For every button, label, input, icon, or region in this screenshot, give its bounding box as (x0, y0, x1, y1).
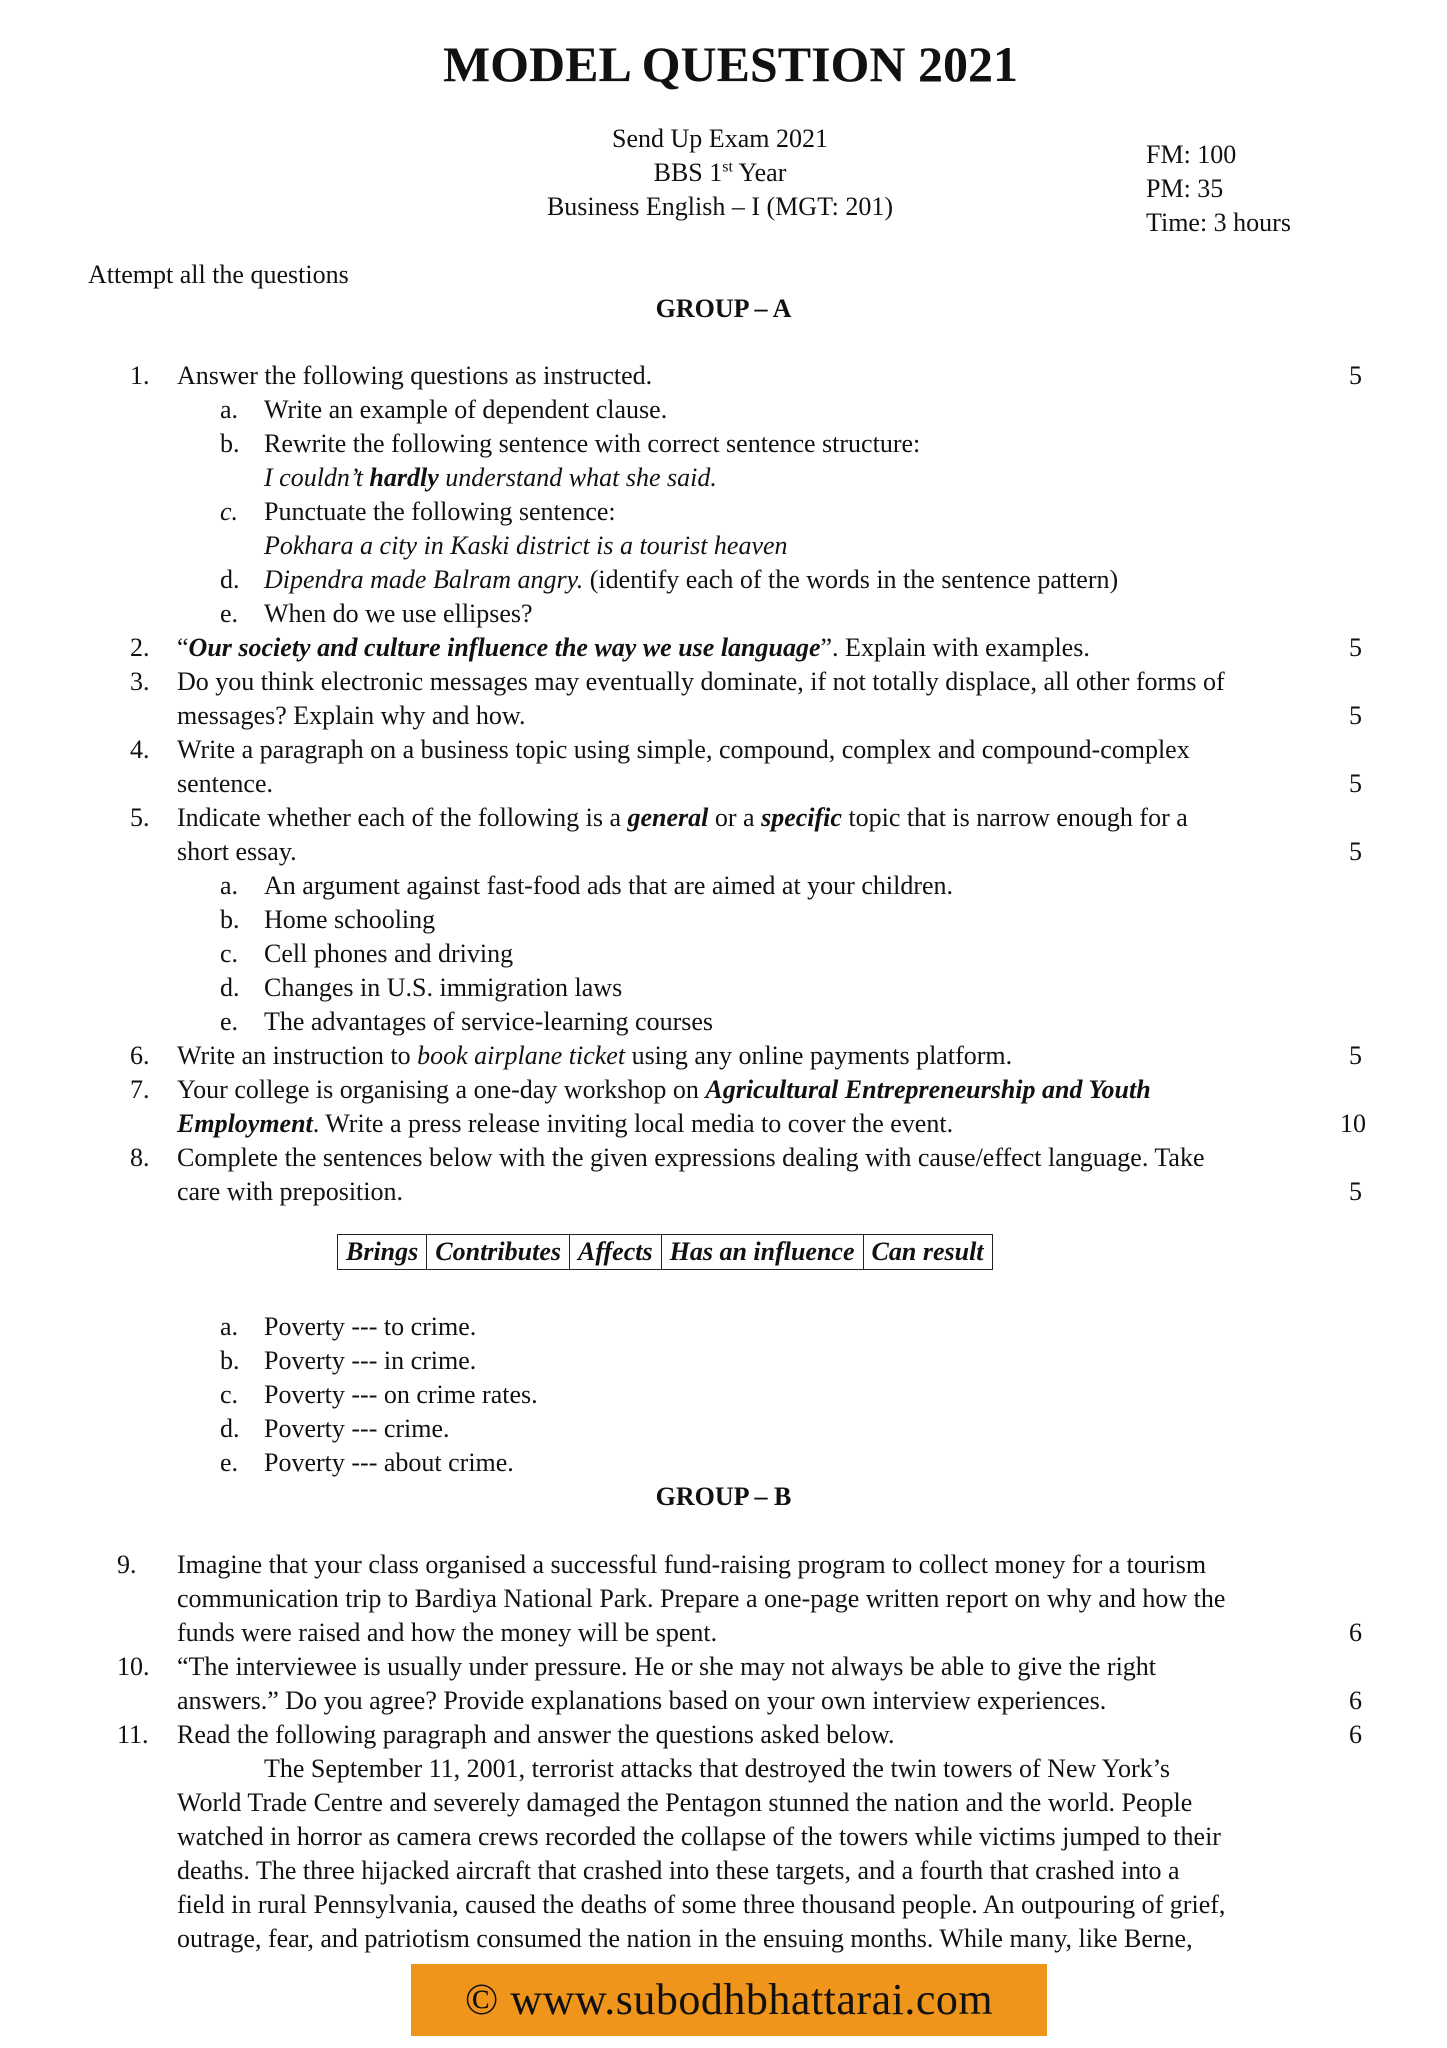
question-mark: 10 (1340, 1109, 1366, 1138)
question-mark: 5 (1349, 769, 1362, 798)
q1-item-b: b. Rewrite the following sentence with correct sentence structure: I couldn’t hardly understand what she said. (220, 429, 921, 492)
exam-subject: Business English – I (MGT: 201) (546, 192, 894, 221)
question-4: 4. Write a paragraph on a business topic using simple, compound, complex and compound-complex sentence. 5 (130, 733, 1362, 801)
expression-cell: Affects (569, 1235, 661, 1270)
marks-info (1146, 138, 1291, 240)
question-mark: 5 (1349, 837, 1362, 866)
question-mark: 5 (1349, 1041, 1362, 1070)
q1-item-d: d. Dipendra made Balram angry. (identify each of the words in the sentence pattern) (220, 565, 1119, 594)
question-mark: 5 (1349, 361, 1362, 390)
question-mark: 6 (1349, 1720, 1362, 1749)
exam-time: Time: 3 hours (1146, 208, 1291, 237)
expression-cell: Contributes (427, 1235, 570, 1270)
reading-paragraph: The September 11, 2001, terrorist attacks that destroyed the twin towers of New York’s World Trade Centre and severely damaged the Pentagon stunned the nation and the world. People watched in horror as camera crews recorded the collapse of the towers while victims jumped to their deaths. The three hijacked aircraft that crashed into these targets, and a fourth that crashed into a field in rural Pennsylvania, caused the deaths of some three thousand people. An outpouring of grief, outrage, fear, and patriotism consumed the nation in the ensuing months. While many, like Berne, (177, 1754, 1226, 1953)
group-b-heading: GROUP – B (655, 1482, 792, 1511)
question-11: 11. Read the following paragraph and answer the questions asked below. 6 (130, 1718, 1362, 1752)
q8-item-e: e. Poverty --- about crime. (220, 1448, 514, 1477)
question-mark: 6 (1349, 1686, 1362, 1715)
page-title: MODEL QUESTION 2021 (442, 36, 1019, 92)
q1-item-a: a. Write an example of dependent clause. (220, 395, 668, 424)
group-a-heading: GROUP – A (655, 294, 792, 323)
expression-cell: Has an influence (661, 1235, 863, 1270)
q5-item-b: b. Home schooling (220, 905, 436, 934)
expressions-table (337, 1234, 993, 1270)
full-marks: FM: 100 (1146, 140, 1237, 169)
q8-item-b: b. Poverty --- in crime. (220, 1346, 477, 1375)
question-1: 1. Answer the following questions as instructed. 5 (130, 359, 1362, 393)
instruction: Attempt all the questions (88, 260, 349, 289)
question-3: 3. Do you think electronic messages may eventually dominate, if not totally displace, all other forms of messages? Explain why and how. 5 (130, 665, 1362, 733)
q1-item-c: c. Punctuate the following sentence: Pokhara a city in Kaski district is a tourist heaven (220, 497, 788, 560)
question-10: 10. “The interviewee is usually under pressure. He or she may not always be able to give the right answers.” Do you agree? Provide explanations based on your own interview experiences. 6 (130, 1650, 1362, 1718)
q8-item-c: c. Poverty --- on crime rates. (220, 1380, 538, 1409)
q5-item-e: e. The advantages of service-learning courses (220, 1007, 714, 1036)
question-5: 5. Indicate whether each of the following is a general or a specific topic that is narrow enough for a short essay. 5 (130, 801, 1362, 869)
question-mark: 5 (1349, 633, 1362, 662)
question-8: 8. Complete the sentences below with the given expressions dealing with cause/effect language. Take care with preposition. 5 (130, 1141, 1362, 1209)
website-watermark[interactable]: © www.subodhbhattarai.com (411, 1964, 1047, 2036)
q5-item-a: a. An argument against fast-food ads that are aimed at your children. (220, 871, 954, 900)
expression-cell: Brings (338, 1235, 427, 1270)
q5-item-d: d. Changes in U.S. immigration laws (220, 973, 623, 1002)
expression-cell: Can result (863, 1235, 992, 1270)
exam-info (420, 122, 1020, 224)
question-7: 7. Your college is organising a one-day workshop on Agricultural Entrepreneurship and Youth Employment. Write a press release inviting local media to cover the event. 10 (130, 1073, 1362, 1141)
question-mark: 6 (1349, 1618, 1362, 1647)
question-mark: 5 (1349, 1177, 1362, 1206)
q8-item-a: a. Poverty --- to crime. (220, 1312, 477, 1341)
question-2: 2. “Our society and culture influence the way we use language”. Explain with examples. 5 (130, 631, 1362, 665)
q5-item-c: c. Cell phones and driving (220, 939, 514, 968)
q8-item-d: d. Poverty --- crime. (220, 1414, 450, 1443)
pass-marks: PM: 35 (1146, 174, 1224, 203)
exam-name: Send Up Exam 2021 (612, 124, 828, 153)
exam-year: BBS 1st Year (653, 158, 787, 187)
question-6: 6. Write an instruction to book airplane ticket using any online payments platform. 5 (130, 1039, 1362, 1073)
question-mark: 5 (1349, 701, 1362, 730)
question-9: 9. Imagine that your class organised a successful fund-raising program to collect money for a tourism communication trip to Bardiya National Park. Prepare a one-page written report on why and how the funds were raised and how the money will be spent. 6 (130, 1548, 1362, 1650)
q1-item-e: e. When do we use ellipses? (220, 599, 533, 628)
